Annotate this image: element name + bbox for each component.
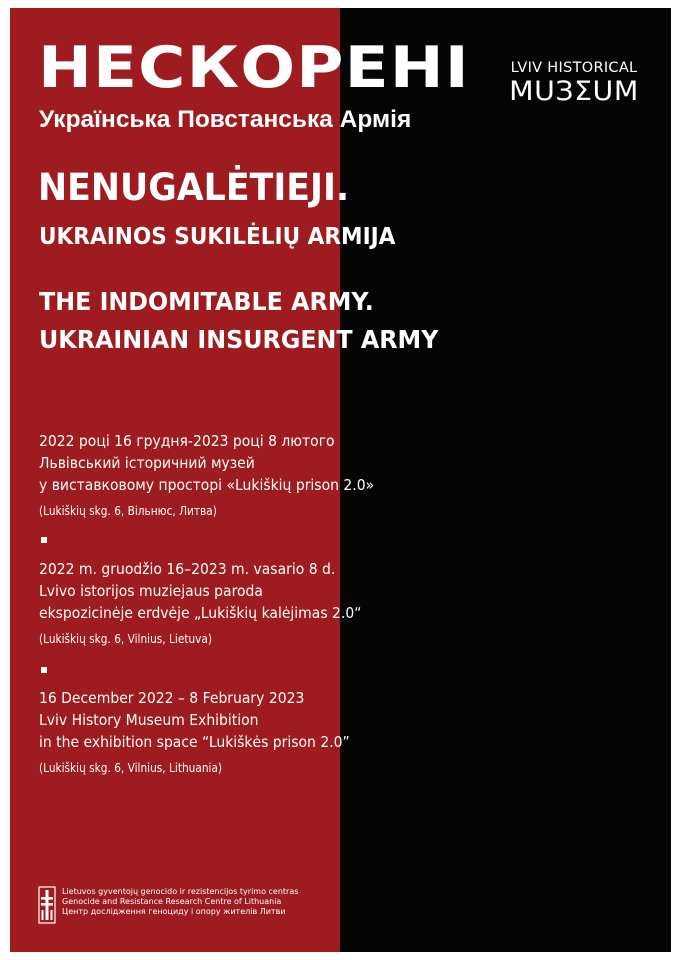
footer-line-lithuanian: Lietuvos gyventojų genocido ir rezistencijos tyrimo centras — [62, 887, 299, 896]
footer-line-english: Genocide and Resistance Research Centre of Lithuania — [62, 897, 282, 906]
info-dates: 16 December 2022 – 8 February 2023 — [39, 689, 305, 707]
info-organizer: Львівський історичний музей — [39, 454, 255, 472]
main-title: НЕСКОРЕНІ — [38, 35, 470, 101]
separator-square — [41, 537, 47, 543]
info-block-lithuanian — [39, 558, 386, 648]
english-title: THE INDOMITABLE ARMY. — [39, 287, 374, 316]
info-block-english — [39, 687, 373, 777]
ukrainian-subtitle: Українська Повстанська Армія — [39, 106, 412, 133]
info-address: (Lukiškių skg. 6, Vilnius, Lietuva) — [39, 632, 213, 646]
museum-logo-wordmark: MUЗΣUM — [509, 76, 639, 107]
museum-logo-line1: LVIV HISTORICAL — [510, 60, 638, 76]
info-venue: у виставковому просторі «Lukiškių prison 2.0» — [39, 476, 375, 494]
research-centre-emblem-icon — [38, 886, 56, 924]
info-dates: 2022 m. gruodžio 16–2023 m. vasario 8 d. — [39, 560, 336, 578]
info-address: (Lukiškių skg. 6, Vilnius, Lithuania) — [39, 761, 223, 775]
info-dates: 2022 році 16 грудня-2023 році 8 лютого — [39, 432, 335, 450]
lithuanian-subtitle: UKRAINOS SUKILĖLIŲ ARMIJA — [39, 224, 396, 250]
info-organizer: Lviv History Museum Exhibition — [39, 711, 259, 729]
footer-text — [62, 887, 298, 917]
footer-line-ukrainian: Центр дослідження геноциду і опору жителів Литви — [62, 907, 286, 916]
poster — [10, 8, 671, 952]
museum-logo — [508, 60, 640, 107]
separator-square — [41, 667, 47, 673]
info-block-ukrainian — [39, 430, 399, 520]
lithuanian-title: NENUGALĖTIEJI. — [38, 166, 350, 209]
info-address: (Lukiškių skg. 6, Вільнюс, Литва) — [39, 504, 217, 518]
english-subtitle: UKRAINIAN INSURGENT ARMY — [39, 325, 439, 354]
info-venue: ekspozicinėje erdvėje „Lukiškių kalėjimas 2.0“ — [39, 604, 362, 622]
info-organizer: Lvivo istorijos muziejaus paroda — [39, 582, 263, 600]
info-venue: in the exhibition space “Lukiškės prison 2.0” — [39, 733, 350, 751]
